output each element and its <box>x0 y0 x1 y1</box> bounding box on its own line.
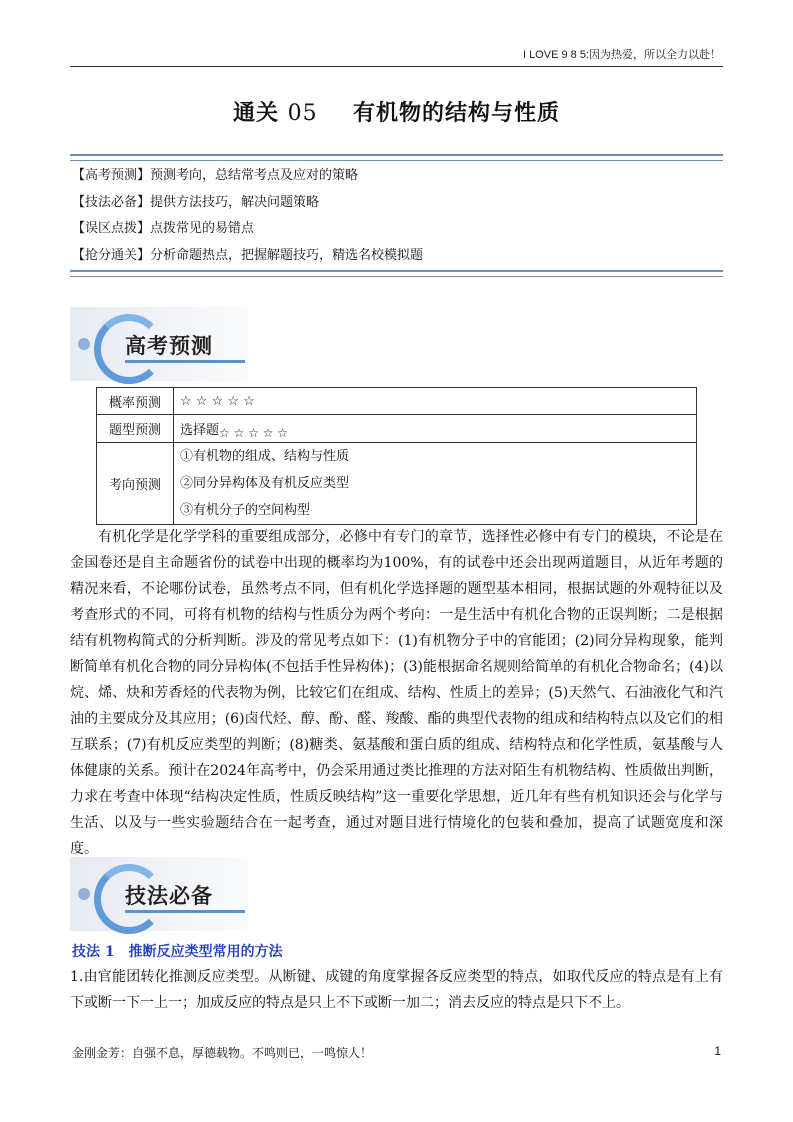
technique-title: 技法 1 推断反应类型常用的方法 <box>72 944 283 960</box>
guide-bottom-rule <box>70 270 723 277</box>
guide-line-4: 【抢分通关】分析命题热点，把握解题技巧，精选名校模拟题 <box>72 248 424 263</box>
table-row <box>97 415 697 443</box>
guide-top-rule <box>70 154 723 161</box>
bullet-dot-icon <box>78 338 90 350</box>
section-title-forecast: 高考预测 <box>125 334 213 358</box>
direction-item: ③有机分子的空间构型 <box>180 503 311 518</box>
section-underline <box>125 360 245 363</box>
technique-paragraph <box>70 964 723 1016</box>
question-type-stars: ☆ ☆ ☆ ☆ ☆ <box>219 426 289 440</box>
paragraph-text: 有机化学是化学学科的重要组成部分，必修中有专门的章节，选择性必修中有专门的模块，不论是在金国卷还是自主命题省份的试卷中出现的概率均为100%，有的试卷中还会出现两道题目，从近年考题的精况来看，不论哪份试卷，虽然考点不同，但有机化学选择题的题型基本相同，根据试题的外观特征以及考查形式的不同，可将有机物的结构与性质分为两个考向：一是生活中有机化合物的正误判断；二是根据结有机物构简式的分析判断。涉及的常见考点如下：(1)有机物分子中的官能团；(2)同分异构现象，能判断简单有机化合物的同分异构体(不包括手性异构体)；(3)能根据命名规则给简单的有机化合物命名；(4)以烷、烯、炔和芳香烃的代表物为例，比较它们在组成、结构、性质上的差异；(5)天然气、石油液化气和汽油的主要成分及其应用；(6)卤代烃、醇、酚、醛、羧酸、酯的典型代表物的组成和结构特点以及它们的相互联系；(7)有机反应类型的判断；(8)糖类、氨基酸和蛋白质的组成、结构特点和化学性质，氨基酸与人体健康的关系。预计在2024年高考中，仍会采用通过类比推理的方法对陌生有机物结构、性质做出判断，力求在考查中体现“结构决定性质，性质反映结构”这一重要化学思想，近几年有些有机知识还会与化学与生活、以及与一些实验题结合在一起考查，通过对题目进行情境化的包装和叠加，提高了试题宽度和深度。 <box>70 529 723 857</box>
section-title-techniques: 技法必备 <box>125 884 213 908</box>
probability-stars: ☆ ☆ ☆ ☆ ☆ <box>174 388 697 415</box>
section-underline <box>125 910 245 913</box>
page-title <box>0 96 793 127</box>
guide-line-1: 【高考预测】预测考向，总结常考点及应对的策略 <box>72 168 359 183</box>
table-row <box>97 388 697 415</box>
direction-item: ①有机物的组成、结构与性质 <box>180 449 350 464</box>
forecast-paragraph <box>70 524 723 862</box>
page-number: 1 <box>714 1044 721 1058</box>
footer-motto: 金刚金芳：自强不息，厚德载物。不鸣则已，一鸣惊人！ <box>72 1046 373 1060</box>
bullet-dot-icon <box>78 888 90 900</box>
question-type-text: 选择题 <box>180 423 220 438</box>
direction-item: ②同分异构体及有机反应类型 <box>180 476 350 491</box>
table-label: 题型预测 <box>97 415 174 443</box>
technique-text: 1.由官能团转化推测反应类型。从断键、成键的角度掌握各反应类型的特点，如取代反应的特点是有上有下或断一下一上一；加成反应的特点是只上不下或断一加二；消去反应的特点是只下不上。 <box>70 969 723 1011</box>
header-rule <box>70 66 723 67</box>
prediction-table <box>96 387 697 525</box>
guide-line-3: 【误区点拨】点拨常见的易错点 <box>72 221 255 236</box>
question-type-cell <box>174 415 697 443</box>
table-label: 考向预测 <box>97 443 174 525</box>
title-prefix: 通关 <box>232 101 279 126</box>
guide-line-2: 【技法必备】提供方法技巧，解决问题策略 <box>72 195 320 210</box>
table-row <box>97 443 697 525</box>
running-header: I LOVE 9 8 5:因为热爱，所以全力以赴！ <box>522 49 721 61</box>
direction-cell <box>174 443 697 525</box>
title-number: 05 <box>287 101 318 126</box>
title-name: 有机物的结构与性质 <box>353 101 561 126</box>
table-label: 概率预测 <box>97 388 174 415</box>
